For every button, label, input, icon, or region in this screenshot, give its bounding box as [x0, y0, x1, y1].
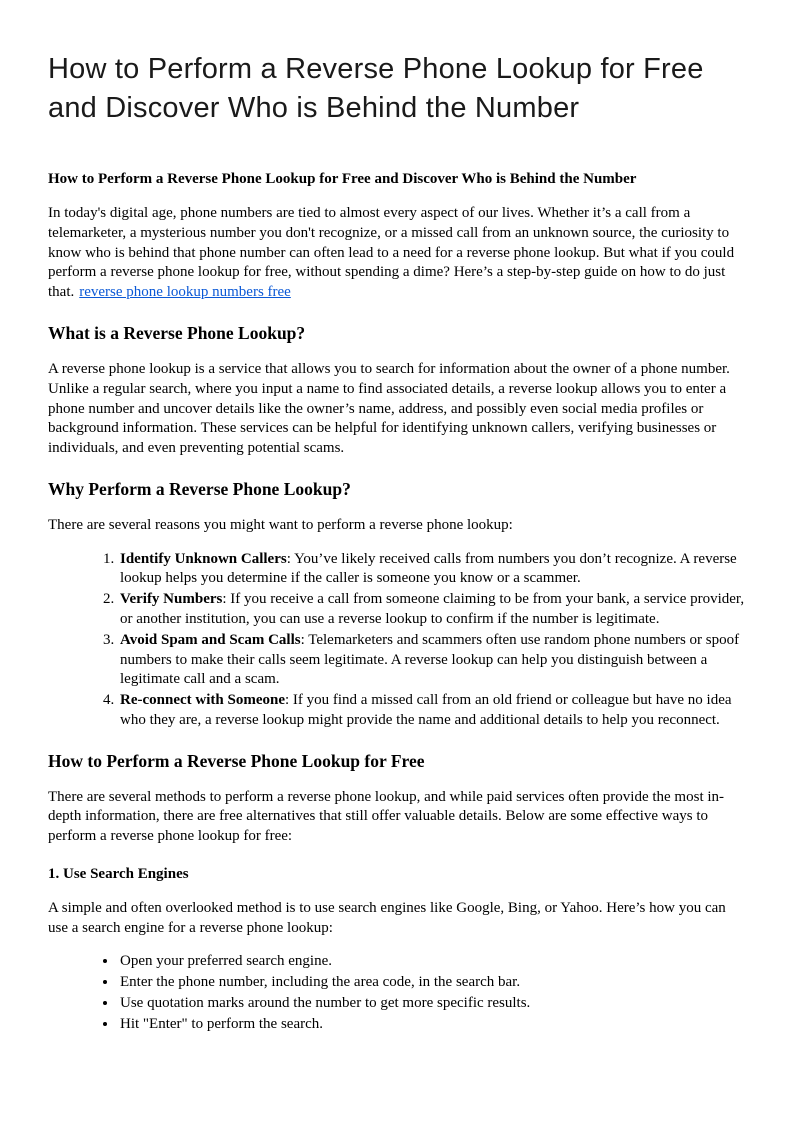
section-heading-what-is: What is a Reverse Phone Lookup? — [48, 323, 306, 344]
bullet-item-enter-number: • Enter the phone number, including the area code, in the search bar. — [118, 973, 748, 993]
list-item-bold-lead: Verify Numbers — [120, 591, 223, 608]
list-item-text: : You’ve likely received calls from numbers you don’t recognize. A reverse lookup helps you determine if the caller is someone you know or a scammer. — [120, 550, 737, 587]
intro-paragraph — [48, 204, 748, 303]
intro-text: In today's digital age, phone numbers are tied to almost every aspect of our lives. Whether it’s a call from a telemarketer, a mysterious number you don't recognize, or a missed call from an unknown source, the curiosity to know who is behind that phone number can often lead to a need for a reverse phone lookup. But what if you could perform a reverse phone lookup for free, without spending a dime? Here’s a step-by-step guide on how to do just that. — [48, 205, 735, 301]
list-item-text: : If you find a missed call from an old friend or colleague but have no idea who they are, a reverse lookup might provide the name and additional details to help you reconnect. — [120, 692, 732, 728]
list-item-reconnect — [118, 691, 748, 731]
bullet-item-hit-enter: • Hit "Enter" to perform the search. — [118, 1015, 748, 1035]
reasons-numbered-list — [48, 550, 748, 731]
list-item-identify-unknown-callers — [118, 550, 748, 590]
reverse-lookup-link[interactable]: reverse phone lookup numbers free — [79, 284, 291, 301]
section-heading-how-to-free: How to Perform a Reverse Phone Lookup for Free — [48, 750, 425, 771]
list-item-text: : If you receive a call from someone claiming to be from your bank, a service provider, or another institution, you can use a reverse lookup to confirm if the number is legitimate. — [120, 591, 745, 627]
bullet-item-quotation-marks: • Use quotation marks around the number to get more specific results. — [118, 994, 748, 1014]
what-is-paragraph: A reverse phone lookup is a service that allows you to search for information about the owner of a phone number. Unlike a regular search, where you input a name to find associated details, a reverse lookup allows you to enter a phone number and uncover details like the owner’s name, address, and possibly even social media profiles or background information. These services can be helpful for identifying unknown callers, verifying businesses or individuals, and even preventing potential scams. — [48, 360, 730, 457]
list-item-verify-numbers — [118, 590, 748, 630]
list-item-bold-lead: Identify Unknown Callers — [120, 550, 287, 567]
sub-heading-use-search-engines: 1. Use Search Engines — [48, 866, 189, 883]
list-item-bold-lead: Avoid Spam and Scam Calls — [120, 631, 301, 648]
why-perform-paragraph: There are several reasons you might want to perform a reverse phone lookup: — [48, 516, 513, 533]
list-item-text: : Telemarketers and scammers often use random phone numbers or spoof numbers to make their calls seem legitimate. A reverse lookup can help you distinguish between a legitimate call and a scam. — [120, 631, 740, 688]
intro-bold-heading: How to Perform a Reverse Phone Lookup for Free and Discover Who is Behind the Number — [48, 171, 637, 188]
search-engines-paragraph: A simple and often overlooked method is to use search engines like Google, Bing, or Yahoo. Here’s how you can use a search engine for a reverse phone lookup: — [48, 899, 726, 936]
section-heading-why-perform: Why Perform a Reverse Phone Lookup? — [48, 478, 351, 499]
document-title: How to Perform a Reverse Phone Lookup for Free and Discover Who is Behind the Number — [48, 53, 704, 125]
search-engine-steps-bullet-list — [48, 952, 748, 1034]
how-to-free-paragraph: There are several methods to perform a reverse phone lookup, and while paid services often provide the most in-depth information, there are free alternatives that still offer valuable details. Below are some effective ways to perform a reverse phone lookup for free: — [48, 788, 725, 845]
list-item-bold-lead: Re-connect with Someone — [120, 692, 285, 709]
bullet-item-open-engine: • Open your preferred search engine. — [118, 952, 748, 972]
list-item-avoid-spam — [118, 631, 748, 690]
